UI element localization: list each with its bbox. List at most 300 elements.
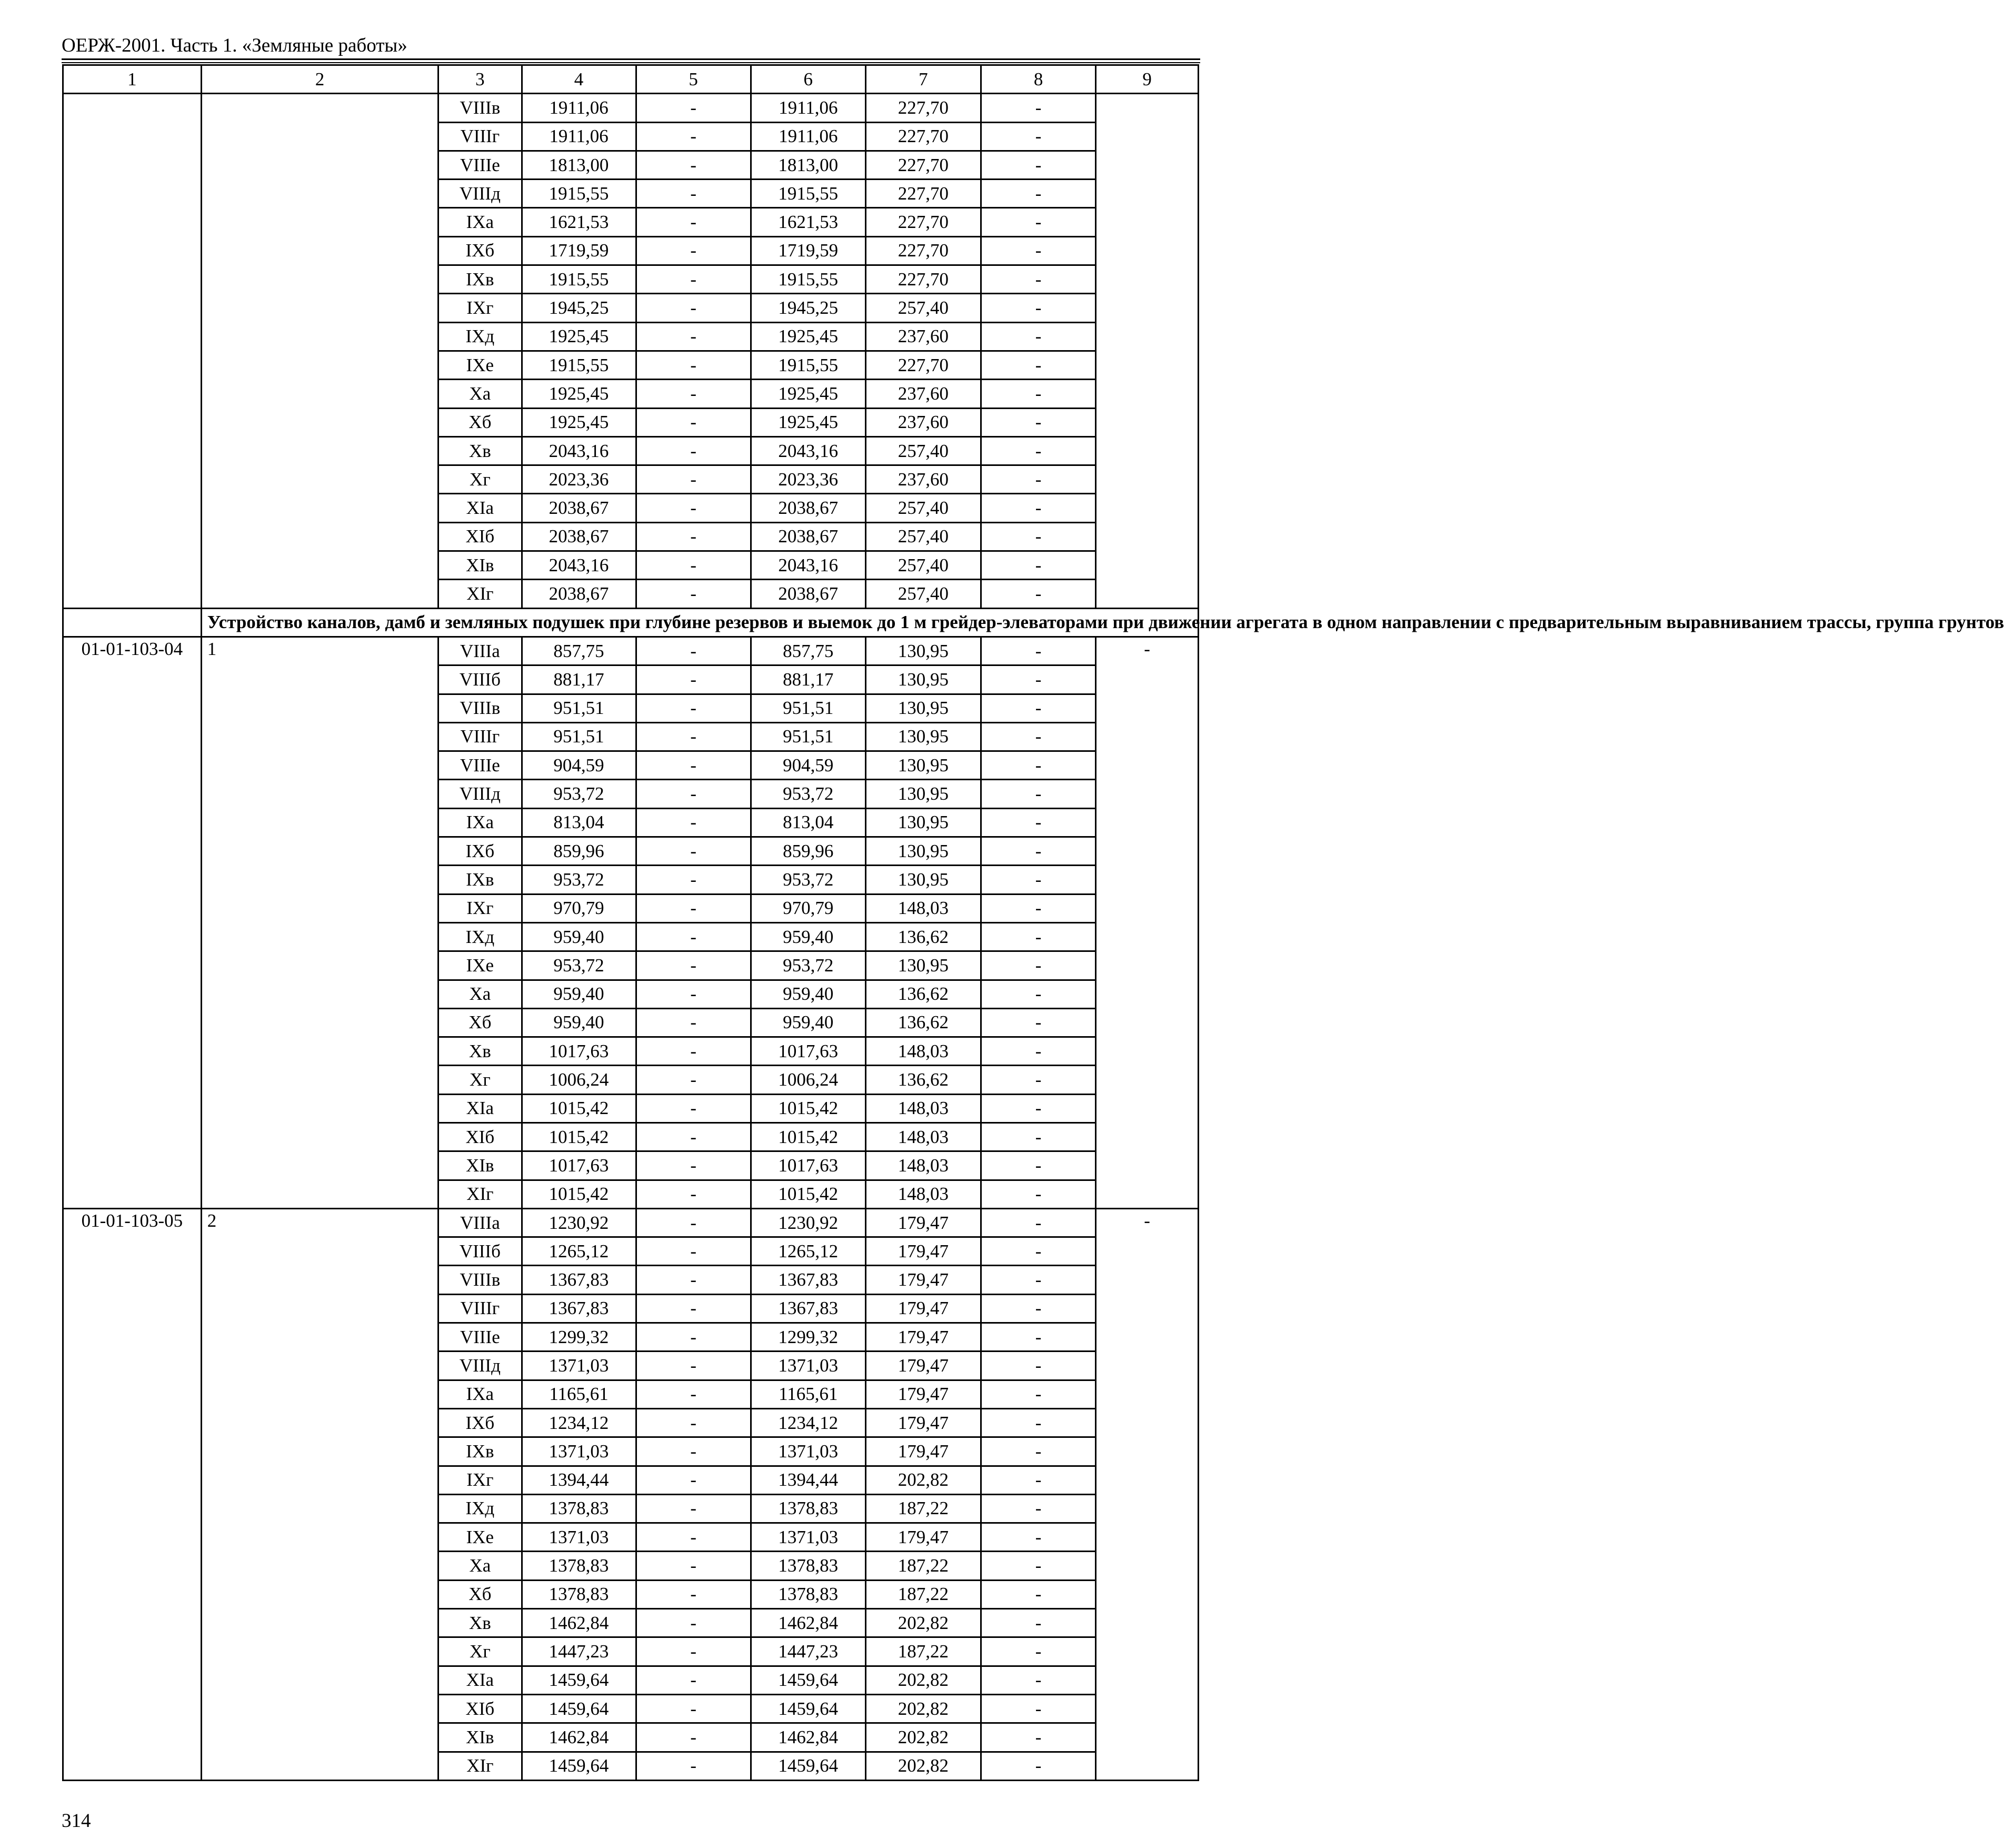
labor-wages-cell: -: [636, 665, 751, 694]
total-cost-cell: 2038,67: [522, 580, 636, 608]
materials-cost-cell: -: [981, 1266, 1096, 1294]
territory-zone-cell: IXа: [438, 808, 522, 837]
operator-wages-cell: 237,60: [865, 408, 981, 436]
labor-wages-cell: -: [636, 1437, 751, 1466]
materials-cost-cell: -: [981, 1609, 1096, 1637]
operator-wages-cell: 227,70: [865, 94, 981, 122]
column-number: 1: [63, 65, 202, 94]
total-cost-cell: 1459,64: [522, 1694, 636, 1723]
materials-cost-cell: -: [981, 236, 1096, 265]
territory-zone-cell: Xб: [438, 1008, 522, 1037]
labor-wages-cell: -: [636, 1094, 751, 1122]
materials-cost-cell: -: [981, 1637, 1096, 1666]
total-cost-cell: 1915,55: [522, 180, 636, 208]
materials-cost-cell: -: [981, 1122, 1096, 1151]
machine-operation-cell: 1367,83: [751, 1266, 865, 1294]
territory-zone-cell: XIв: [438, 551, 522, 580]
territory-zone-cell: IXб: [438, 837, 522, 866]
labor-wages-cell: -: [636, 866, 751, 894]
total-cost-cell: 1925,45: [522, 322, 636, 351]
total-cost-cell: 1915,55: [522, 351, 636, 379]
labor-wages-cell: -: [636, 122, 751, 151]
materials-cost-cell: -: [981, 380, 1096, 408]
labor-wages-cell: -: [636, 751, 751, 780]
labor-wages-cell: -: [636, 1180, 751, 1208]
territory-zone-cell: IXе: [438, 351, 522, 379]
machine-operation-cell: 2038,67: [751, 522, 865, 551]
operator-wages-cell: 136,62: [865, 980, 981, 1008]
labor-wages-cell: -: [636, 1552, 751, 1580]
territory-zone-cell: IXб: [438, 1408, 522, 1437]
total-cost-cell: 1621,53: [522, 208, 636, 236]
labor-wages-cell: -: [636, 1723, 751, 1752]
machine-operation-cell: 1015,42: [751, 1180, 865, 1208]
machine-operation-cell: 1911,06: [751, 94, 865, 122]
total-cost-cell: 953,72: [522, 866, 636, 894]
operator-wages-cell: 179,47: [865, 1523, 981, 1552]
operator-wages-cell: 257,40: [865, 294, 981, 322]
materials-cost-cell: -: [981, 1323, 1096, 1352]
materials-cost-cell: -: [981, 808, 1096, 837]
territory-zone-cell: XIг: [438, 1752, 522, 1780]
operator-wages-cell: 179,47: [865, 1294, 981, 1323]
operator-wages-cell: 148,03: [865, 1094, 981, 1122]
operator-wages-cell: 148,03: [865, 1037, 981, 1066]
operator-wages-cell: 130,95: [865, 722, 981, 751]
labor-wages-cell: -: [636, 1637, 751, 1666]
labor-wages-cell: -: [636, 637, 751, 665]
machine-operation-cell: 959,40: [751, 980, 865, 1008]
section-title: Устройство каналов, дамб и земляных подушек при глубине резервов и выемок до 1 м грейдер-элеваторами при движении агрегата в одном направлении с предварительным выравниванием трассы, группа грунтов: [201, 608, 1198, 637]
operator-wages-cell: 257,40: [865, 551, 981, 580]
column-number: 8: [981, 65, 1096, 94]
labor-wages-cell: -: [636, 1408, 751, 1437]
total-cost-cell: 857,75: [522, 637, 636, 665]
machine-operation-cell: 951,51: [751, 694, 865, 722]
materials-cost-cell: -: [981, 580, 1096, 608]
operator-wages-cell: 130,95: [865, 866, 981, 894]
total-cost-cell: 1378,83: [522, 1580, 636, 1608]
machine-operation-cell: 1015,42: [751, 1122, 865, 1151]
labor-cost-cell: [1096, 94, 1199, 608]
machine-operation-cell: 1915,55: [751, 180, 865, 208]
operator-wages-cell: 130,95: [865, 751, 981, 780]
column-number: 9: [1096, 65, 1199, 94]
materials-cost-cell: -: [981, 665, 1096, 694]
territory-zone-cell: VIIIв: [438, 94, 522, 122]
labor-wages-cell: -: [636, 294, 751, 322]
territory-zone-cell: VIIIв: [438, 1266, 522, 1294]
operator-wages-cell: 136,62: [865, 922, 981, 951]
labor-wages-cell: -: [636, 1294, 751, 1323]
total-cost-cell: 951,51: [522, 722, 636, 751]
labor-wages-cell: -: [636, 1237, 751, 1266]
territory-zone-cell: VIIIг: [438, 1294, 522, 1323]
territory-zone-cell: VIIIб: [438, 665, 522, 694]
machine-operation-cell: 953,72: [751, 951, 865, 980]
machine-operation-cell: 1371,03: [751, 1523, 865, 1552]
column-number: 5: [636, 65, 751, 94]
machine-operation-cell: 1006,24: [751, 1066, 865, 1094]
materials-cost-cell: -: [981, 522, 1096, 551]
machine-operation-cell: 951,51: [751, 722, 865, 751]
table-body: [63, 65, 2004, 1781]
operator-wages-cell: 202,82: [865, 1694, 981, 1723]
operator-wages-cell: 179,47: [865, 1266, 981, 1294]
rates-table: [62, 64, 2004, 1781]
labor-cost-cell: -: [1096, 637, 1199, 1208]
labor-wages-cell: -: [636, 780, 751, 808]
labor-wages-cell: -: [636, 236, 751, 265]
operator-wages-cell: 237,60: [865, 465, 981, 494]
column-number: 7: [865, 65, 981, 94]
total-cost-cell: 1015,42: [522, 1094, 636, 1122]
total-cost-cell: 1813,00: [522, 151, 636, 179]
materials-cost-cell: -: [981, 1008, 1096, 1037]
total-cost-cell: 951,51: [522, 694, 636, 722]
operator-wages-cell: 237,60: [865, 380, 981, 408]
total-cost-cell: 1017,63: [522, 1037, 636, 1066]
labor-wages-cell: -: [636, 322, 751, 351]
machine-operation-cell: 1015,42: [751, 1094, 865, 1122]
total-cost-cell: 1462,84: [522, 1723, 636, 1752]
machine-operation-cell: 1915,55: [751, 265, 865, 294]
operator-wages-cell: 136,62: [865, 1066, 981, 1094]
operator-wages-cell: 227,70: [865, 122, 981, 151]
machine-operation-cell: 813,04: [751, 808, 865, 837]
labor-wages-cell: -: [636, 1008, 751, 1037]
total-cost-cell: 1945,25: [522, 294, 636, 322]
total-cost-cell: 1367,83: [522, 1266, 636, 1294]
materials-cost-cell: -: [981, 465, 1096, 494]
materials-cost-cell: -: [981, 494, 1096, 522]
machine-operation-cell: 1265,12: [751, 1237, 865, 1266]
soil-group-cell: 1: [201, 637, 438, 1208]
territory-zone-cell: VIIIд: [438, 1352, 522, 1380]
labor-wages-cell: -: [636, 837, 751, 866]
materials-cost-cell: -: [981, 151, 1096, 179]
labor-wages-cell: -: [636, 1122, 751, 1151]
territory-zone-cell: Xа: [438, 1552, 522, 1580]
machine-operation-cell: 1394,44: [751, 1466, 865, 1494]
total-cost-cell: 1447,23: [522, 1637, 636, 1666]
machine-operation-cell: 1230,92: [751, 1208, 865, 1237]
materials-cost-cell: -: [981, 1552, 1096, 1580]
territory-zone-cell: VIIIе: [438, 751, 522, 780]
materials-cost-cell: -: [981, 1094, 1096, 1122]
operator-wages-cell: 202,82: [865, 1752, 981, 1780]
operator-wages-cell: 130,95: [865, 665, 981, 694]
territory-zone-cell: IXг: [438, 1466, 522, 1494]
labor-wages-cell: -: [636, 436, 751, 465]
machine-operation-cell: 1462,84: [751, 1609, 865, 1637]
labor-wages-cell: -: [636, 1208, 751, 1237]
territory-zone-cell: IXв: [438, 1437, 522, 1466]
machine-operation-cell: 1378,83: [751, 1552, 865, 1580]
materials-cost-cell: -: [981, 980, 1096, 1008]
operator-wages-cell: 148,03: [865, 1151, 981, 1180]
materials-cost-cell: -: [981, 780, 1096, 808]
total-cost-cell: 1371,03: [522, 1352, 636, 1380]
total-cost-cell: 1462,84: [522, 1609, 636, 1637]
territory-zone-cell: XIб: [438, 1694, 522, 1723]
labor-wages-cell: -: [636, 580, 751, 608]
total-cost-cell: 1230,92: [522, 1208, 636, 1237]
territory-zone-cell: VIIIе: [438, 1323, 522, 1352]
materials-cost-cell: -: [981, 408, 1096, 436]
machine-operation-cell: 1945,25: [751, 294, 865, 322]
materials-cost-cell: -: [981, 694, 1096, 722]
materials-cost-cell: -: [981, 1408, 1096, 1437]
section-empty-cell: [63, 608, 202, 637]
materials-cost-cell: -: [981, 94, 1096, 122]
total-cost-cell: 1459,64: [522, 1666, 636, 1694]
machine-operation-cell: 2038,67: [751, 580, 865, 608]
machine-operation-cell: 1371,03: [751, 1352, 865, 1380]
operator-wages-cell: 227,70: [865, 208, 981, 236]
labor-wages-cell: -: [636, 1666, 751, 1694]
column-number: 6: [751, 65, 865, 94]
labor-wages-cell: -: [636, 1580, 751, 1608]
operator-wages-cell: 187,22: [865, 1552, 981, 1580]
materials-cost-cell: -: [981, 1523, 1096, 1552]
labor-wages-cell: -: [636, 1466, 751, 1494]
rate-code-cell: 01-01-103-05: [63, 1208, 202, 1780]
machine-operation-cell: 2043,16: [751, 551, 865, 580]
total-cost-cell: 1015,42: [522, 1180, 636, 1208]
territory-zone-cell: XIа: [438, 1094, 522, 1122]
territory-zone-cell: IXб: [438, 236, 522, 265]
operator-wages-cell: 148,03: [865, 894, 981, 922]
labor-wages-cell: -: [636, 1066, 751, 1094]
table-row: [63, 94, 1199, 122]
materials-cost-cell: -: [981, 1694, 1096, 1723]
operator-wages-cell: 148,03: [865, 1122, 981, 1151]
operator-wages-cell: 130,95: [865, 951, 981, 980]
operator-wages-cell: 179,47: [865, 1380, 981, 1408]
materials-cost-cell: -: [981, 951, 1096, 980]
territory-zone-cell: XIг: [438, 1180, 522, 1208]
column-number-row: [63, 65, 1199, 94]
materials-cost-cell: -: [981, 1494, 1096, 1523]
materials-cost-cell: -: [981, 1580, 1096, 1608]
territory-zone-cell: IXг: [438, 294, 522, 322]
operator-wages-cell: 130,95: [865, 780, 981, 808]
total-cost-cell: 881,17: [522, 665, 636, 694]
materials-cost-cell: -: [981, 1066, 1096, 1094]
total-cost-cell: 2043,16: [522, 551, 636, 580]
page-header-title: ОЕРЖ-2001. Часть 1. «Земляные работы»: [62, 35, 407, 56]
materials-cost-cell: -: [981, 1294, 1096, 1323]
labor-wages-cell: -: [636, 1380, 751, 1408]
rate-code-cell: [63, 94, 202, 608]
labor-wages-cell: -: [636, 1494, 751, 1523]
total-cost-cell: 1925,45: [522, 380, 636, 408]
machine-operation-cell: 1017,63: [751, 1151, 865, 1180]
territory-zone-cell: Xг: [438, 1637, 522, 1666]
column-number: 4: [522, 65, 636, 94]
total-cost-cell: 813,04: [522, 808, 636, 837]
machine-operation-cell: 970,79: [751, 894, 865, 922]
labor-wages-cell: -: [636, 980, 751, 1008]
machine-operation-cell: 1459,64: [751, 1752, 865, 1780]
total-cost-cell: 1017,63: [522, 1151, 636, 1180]
labor-wages-cell: -: [636, 951, 751, 980]
total-cost-cell: 1459,64: [522, 1752, 636, 1780]
territory-zone-cell: Xг: [438, 465, 522, 494]
territory-zone-cell: XIг: [438, 580, 522, 608]
machine-operation-cell: 1378,83: [751, 1580, 865, 1608]
operator-wages-cell: 130,95: [865, 694, 981, 722]
labor-wages-cell: -: [636, 1752, 751, 1780]
labor-wages-cell: -: [636, 1151, 751, 1180]
materials-cost-cell: -: [981, 351, 1096, 379]
territory-zone-cell: Xг: [438, 1066, 522, 1094]
territory-zone-cell: XIв: [438, 1723, 522, 1752]
section-heading-row: [63, 608, 1199, 637]
materials-cost-cell: -: [981, 436, 1096, 465]
materials-cost-cell: -: [981, 1437, 1096, 1466]
labor-wages-cell: -: [636, 151, 751, 179]
operator-wages-cell: 257,40: [865, 494, 981, 522]
operator-wages-cell: 202,82: [865, 1666, 981, 1694]
materials-cost-cell: -: [981, 1752, 1096, 1780]
operator-wages-cell: 202,82: [865, 1723, 981, 1752]
materials-cost-cell: -: [981, 208, 1096, 236]
total-cost-cell: 959,40: [522, 1008, 636, 1037]
territory-zone-cell: IXа: [438, 208, 522, 236]
labor-cost-cell: -: [1096, 1208, 1199, 1780]
territory-zone-cell: XIб: [438, 1122, 522, 1151]
machine-operation-cell: 1621,53: [751, 208, 865, 236]
materials-cost-cell: -: [981, 180, 1096, 208]
machine-operation-cell: 1459,64: [751, 1666, 865, 1694]
territory-zone-cell: XIб: [438, 522, 522, 551]
labor-wages-cell: -: [636, 894, 751, 922]
operator-wages-cell: 130,95: [865, 637, 981, 665]
total-cost-cell: 1719,59: [522, 236, 636, 265]
soil-group-cell: 2: [201, 1208, 438, 1780]
machine-operation-cell: 1462,84: [751, 1723, 865, 1752]
total-cost-cell: 859,96: [522, 837, 636, 866]
total-cost-cell: 1915,55: [522, 265, 636, 294]
operator-wages-cell: 179,47: [865, 1208, 981, 1237]
machine-operation-cell: 1447,23: [751, 1637, 865, 1666]
territory-zone-cell: VIIIг: [438, 122, 522, 151]
rate-code-cell: 01-01-103-04: [63, 637, 202, 1208]
total-cost-cell: 2038,67: [522, 494, 636, 522]
materials-cost-cell: -: [981, 922, 1096, 951]
territory-zone-cell: VIIIг: [438, 722, 522, 751]
total-cost-cell: 1394,44: [522, 1466, 636, 1494]
page-number: 314: [62, 1810, 91, 1832]
machine-operation-cell: 881,17: [751, 665, 865, 694]
total-cost-cell: 1165,61: [522, 1380, 636, 1408]
total-cost-cell: 1234,12: [522, 1408, 636, 1437]
operator-wages-cell: 227,70: [865, 180, 981, 208]
machine-operation-cell: 859,96: [751, 837, 865, 866]
operator-wages-cell: 227,70: [865, 151, 981, 179]
territory-zone-cell: VIIIа: [438, 1208, 522, 1237]
materials-cost-cell: -: [981, 1037, 1096, 1066]
total-cost-cell: 1367,83: [522, 1294, 636, 1323]
machine-operation-cell: 1017,63: [751, 1037, 865, 1066]
total-cost-cell: 1015,42: [522, 1122, 636, 1151]
labor-wages-cell: -: [636, 180, 751, 208]
territory-zone-cell: IXа: [438, 1380, 522, 1408]
operator-wages-cell: 187,22: [865, 1580, 981, 1608]
operator-wages-cell: 179,47: [865, 1437, 981, 1466]
territory-zone-cell: IXд: [438, 322, 522, 351]
materials-cost-cell: -: [981, 1466, 1096, 1494]
machine-operation-cell: 904,59: [751, 751, 865, 780]
machine-operation-cell: 953,72: [751, 780, 865, 808]
territory-zone-cell: IXе: [438, 951, 522, 980]
materials-cost-cell: -: [981, 837, 1096, 866]
total-cost-cell: 959,40: [522, 980, 636, 1008]
column-number: 3: [438, 65, 522, 94]
territory-zone-cell: XIа: [438, 1666, 522, 1694]
total-cost-cell: 2038,67: [522, 522, 636, 551]
operator-wages-cell: 237,60: [865, 322, 981, 351]
total-cost-cell: 1378,83: [522, 1494, 636, 1523]
machine-operation-cell: 857,75: [751, 637, 865, 665]
territory-zone-cell: Xб: [438, 408, 522, 436]
territory-zone-cell: VIIIд: [438, 780, 522, 808]
table-row: [63, 1208, 1199, 1237]
total-cost-cell: 1371,03: [522, 1437, 636, 1466]
total-cost-cell: 1006,24: [522, 1066, 636, 1094]
materials-cost-cell: -: [981, 1352, 1096, 1380]
operator-wages-cell: 179,47: [865, 1352, 981, 1380]
machine-operation-cell: 959,40: [751, 1008, 865, 1037]
operator-wages-cell: 187,22: [865, 1494, 981, 1523]
machine-operation-cell: 1367,83: [751, 1294, 865, 1323]
materials-cost-cell: -: [981, 1380, 1096, 1408]
operator-wages-cell: 148,03: [865, 1180, 981, 1208]
total-cost-cell: 904,59: [522, 751, 636, 780]
labor-wages-cell: -: [636, 808, 751, 837]
total-cost-cell: 1911,06: [522, 122, 636, 151]
labor-wages-cell: -: [636, 1523, 751, 1552]
labor-wages-cell: -: [636, 208, 751, 236]
operator-wages-cell: 202,82: [865, 1609, 981, 1637]
labor-wages-cell: -: [636, 465, 751, 494]
table-row: [63, 637, 1199, 665]
operator-wages-cell: 257,40: [865, 436, 981, 465]
materials-cost-cell: -: [981, 637, 1096, 665]
operator-wages-cell: 187,22: [865, 1637, 981, 1666]
header-rule-secondary: [62, 62, 1200, 63]
labor-wages-cell: -: [636, 922, 751, 951]
operator-wages-cell: 257,40: [865, 522, 981, 551]
machine-operation-cell: 1719,59: [751, 236, 865, 265]
labor-wages-cell: -: [636, 351, 751, 379]
column-number: 2: [201, 65, 438, 94]
labor-wages-cell: -: [636, 1352, 751, 1380]
total-cost-cell: 970,79: [522, 894, 636, 922]
materials-cost-cell: -: [981, 751, 1096, 780]
territory-zone-cell: VIIIб: [438, 1237, 522, 1266]
labor-wages-cell: -: [636, 1694, 751, 1723]
materials-cost-cell: -: [981, 1180, 1096, 1208]
machine-operation-cell: 1911,06: [751, 122, 865, 151]
territory-zone-cell: XIа: [438, 494, 522, 522]
operator-wages-cell: 257,40: [865, 580, 981, 608]
territory-zone-cell: IXе: [438, 1523, 522, 1552]
territory-zone-cell: VIIIа: [438, 637, 522, 665]
total-cost-cell: 1378,83: [522, 1552, 636, 1580]
